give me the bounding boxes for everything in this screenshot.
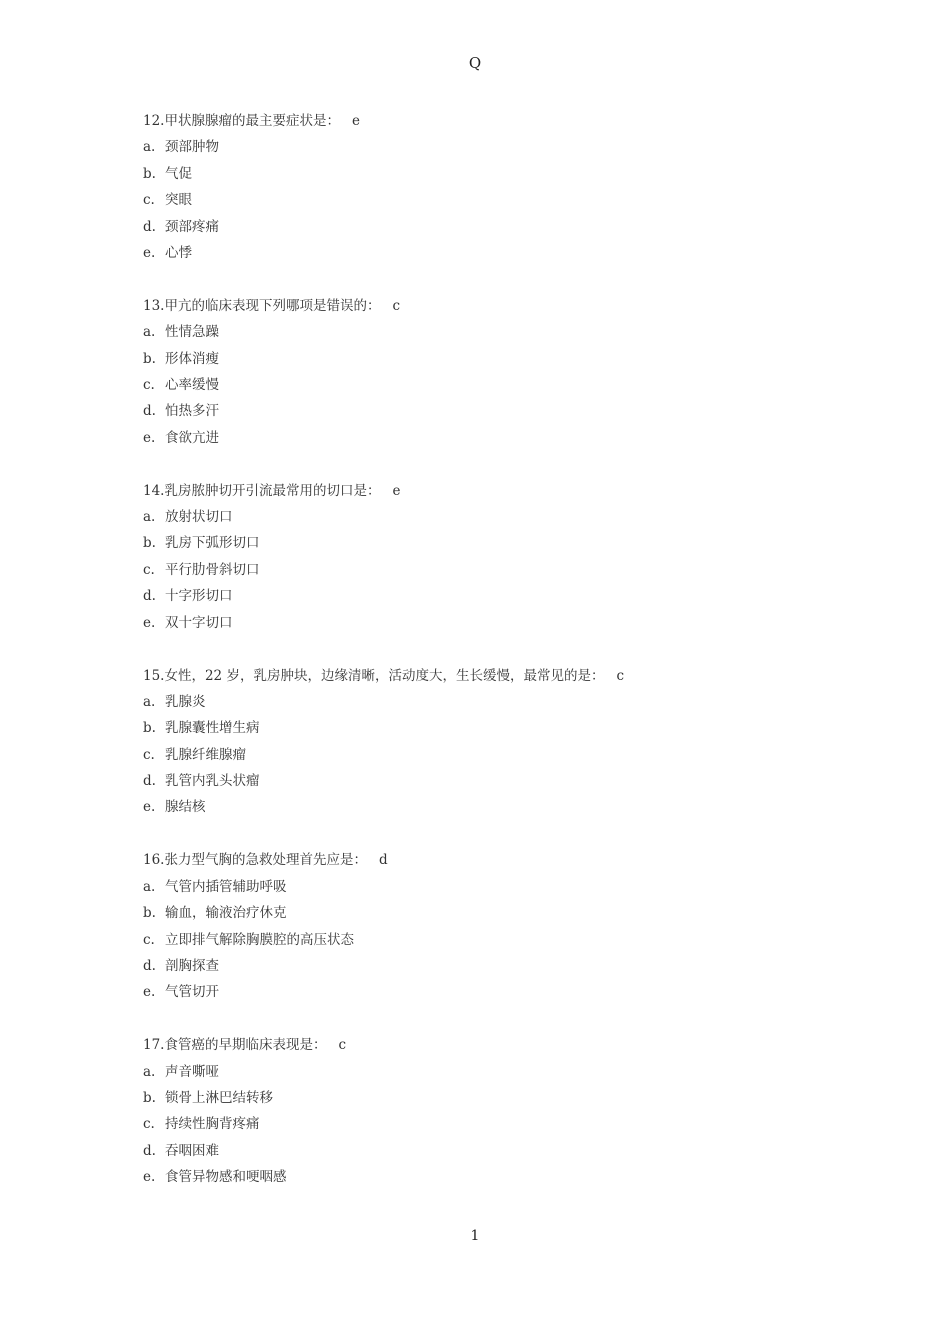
option-letter: e. bbox=[143, 799, 156, 816]
option-line bbox=[143, 768, 843, 794]
option-text: 食欲亢进 bbox=[165, 429, 219, 446]
option-text: 输血，输液治疗休克 bbox=[165, 905, 287, 922]
question-block bbox=[143, 1032, 843, 1190]
option-text: 十字形切口 bbox=[165, 588, 233, 605]
option-line bbox=[143, 610, 843, 636]
option-line bbox=[143, 240, 843, 266]
question-stem: 17.食管癌的早期临床表现是： bbox=[143, 1037, 327, 1054]
question-stem: 15.女性，22 岁，乳房肿块，边缘清晰，活动度大，生长缓慢，最常见的是： bbox=[143, 667, 605, 684]
option-line bbox=[143, 953, 843, 979]
option-text: 乳腺纤维腺瘤 bbox=[165, 746, 246, 763]
option-text: 乳腺炎 bbox=[165, 693, 206, 710]
option-text: 食管异物感和哽咽感 bbox=[165, 1169, 287, 1186]
option-text: 气管内插管辅助呼吸 bbox=[165, 878, 287, 895]
option-letter: e. bbox=[143, 984, 156, 1001]
option-line bbox=[143, 372, 843, 398]
option-line bbox=[143, 530, 843, 556]
question-stem: 13.甲亢的临床表现下列哪项是错误的： bbox=[143, 297, 381, 314]
option-letter: e. bbox=[143, 429, 156, 446]
option-text: 乳腺囊性增生病 bbox=[165, 720, 260, 737]
question-block bbox=[143, 847, 843, 1005]
option-letter: d. bbox=[143, 403, 156, 420]
option-text: 平行肋骨斜切口 bbox=[165, 561, 260, 578]
option-letter: b. bbox=[143, 165, 156, 182]
option-text: 立即排气解除胸膜腔的高压状态 bbox=[165, 931, 354, 948]
option-text: 气管切开 bbox=[165, 984, 219, 1001]
option-letter: b. bbox=[143, 905, 156, 922]
option-line bbox=[143, 1111, 843, 1137]
option-text: 心悸 bbox=[165, 244, 192, 261]
option-line bbox=[143, 979, 843, 1005]
question-stem-line bbox=[143, 663, 843, 689]
option-letter: a. bbox=[143, 693, 156, 710]
option-letter: c. bbox=[143, 561, 155, 578]
option-text: 性情急躁 bbox=[165, 324, 219, 341]
option-line bbox=[143, 425, 843, 451]
option-line bbox=[143, 134, 843, 160]
answer-key: e bbox=[351, 113, 360, 129]
option-line bbox=[143, 161, 843, 187]
option-letter: b. bbox=[143, 535, 156, 552]
question-block bbox=[143, 108, 843, 266]
option-line bbox=[143, 1138, 843, 1164]
option-line bbox=[143, 715, 843, 741]
option-letter: b. bbox=[143, 720, 156, 737]
option-letter: e. bbox=[143, 614, 156, 631]
answer-key: c bbox=[616, 667, 625, 684]
option-line bbox=[143, 214, 843, 240]
option-line bbox=[143, 346, 843, 372]
option-letter: d. bbox=[143, 588, 156, 605]
option-line bbox=[143, 398, 843, 424]
answer-key: c bbox=[338, 1037, 347, 1054]
option-letter: e. bbox=[143, 1169, 156, 1186]
header-mark: Q bbox=[468, 54, 482, 72]
option-letter: c. bbox=[143, 377, 155, 394]
answer-key: e bbox=[392, 482, 401, 499]
option-line bbox=[143, 742, 843, 768]
option-text: 心率缓慢 bbox=[165, 377, 219, 394]
option-text: 突眼 bbox=[165, 192, 192, 209]
answer-key: d bbox=[378, 852, 388, 869]
option-text: 怕热多汗 bbox=[165, 403, 219, 420]
option-text: 吞咽困难 bbox=[165, 1142, 219, 1159]
question-block bbox=[143, 293, 843, 451]
question-stem-line bbox=[143, 847, 843, 873]
option-line bbox=[143, 1059, 843, 1085]
option-letter: d. bbox=[143, 218, 156, 235]
option-line bbox=[143, 874, 843, 900]
question-stem-line bbox=[143, 478, 843, 504]
option-text: 剖胸探查 bbox=[165, 957, 219, 974]
option-letter: a. bbox=[143, 509, 156, 526]
option-line bbox=[143, 583, 843, 609]
option-text: 声音嘶哑 bbox=[165, 1063, 219, 1080]
option-letter: b. bbox=[143, 1090, 156, 1106]
option-line bbox=[143, 1164, 843, 1190]
option-letter: c. bbox=[143, 1116, 155, 1133]
option-letter: b. bbox=[143, 350, 156, 367]
option-letter: d. bbox=[143, 1142, 156, 1159]
option-text: 持续性胸背疼痛 bbox=[165, 1116, 260, 1133]
option-text: 放射状切口 bbox=[165, 509, 233, 526]
option-letter: c. bbox=[143, 746, 155, 763]
option-letter: a. bbox=[143, 878, 156, 895]
option-letter: e. bbox=[143, 244, 156, 261]
option-letter: a. bbox=[143, 1063, 156, 1080]
answer-key: c bbox=[392, 297, 401, 314]
option-line bbox=[143, 1085, 843, 1111]
option-letter: c. bbox=[143, 931, 155, 948]
page-number: 1 bbox=[470, 1228, 480, 1244]
question-stem-line bbox=[143, 108, 843, 134]
option-text: 双十字切口 bbox=[165, 614, 233, 631]
option-text: 乳房下弧形切口 bbox=[165, 535, 260, 552]
question-stem: 14.乳房脓肿切开引流最常用的切口是： bbox=[143, 482, 381, 499]
question-block bbox=[143, 478, 843, 636]
option-text: 颈部疼痛 bbox=[165, 218, 219, 235]
option-line bbox=[143, 319, 843, 345]
question-stem: 16.张力型气胸的急救处理首先应是： bbox=[143, 852, 367, 869]
option-line bbox=[143, 689, 843, 715]
option-text: 形体消瘦 bbox=[165, 350, 219, 367]
option-letter: d. bbox=[143, 773, 156, 790]
option-letter: d. bbox=[143, 957, 156, 974]
option-letter: c. bbox=[143, 192, 155, 209]
option-line bbox=[143, 187, 843, 213]
question-stem-line bbox=[143, 1032, 843, 1058]
option-text: 气促 bbox=[165, 165, 192, 182]
question-block bbox=[143, 663, 843, 821]
option-text: 锁骨上淋巴结转移 bbox=[165, 1090, 273, 1106]
option-line bbox=[143, 927, 843, 953]
question-list bbox=[143, 108, 843, 1217]
option-text: 颈部肿物 bbox=[165, 139, 219, 156]
option-text: 乳管内乳头状瘤 bbox=[165, 773, 260, 790]
option-letter: a. bbox=[143, 139, 156, 156]
option-text: 腺结核 bbox=[165, 799, 206, 816]
option-line bbox=[143, 557, 843, 583]
option-letter: a. bbox=[143, 324, 156, 341]
option-line bbox=[143, 504, 843, 530]
question-stem: 12.甲状腺腺瘤的最主要症状是： bbox=[143, 113, 340, 129]
question-stem-line bbox=[143, 293, 843, 319]
option-line bbox=[143, 900, 843, 926]
option-line bbox=[143, 794, 843, 820]
